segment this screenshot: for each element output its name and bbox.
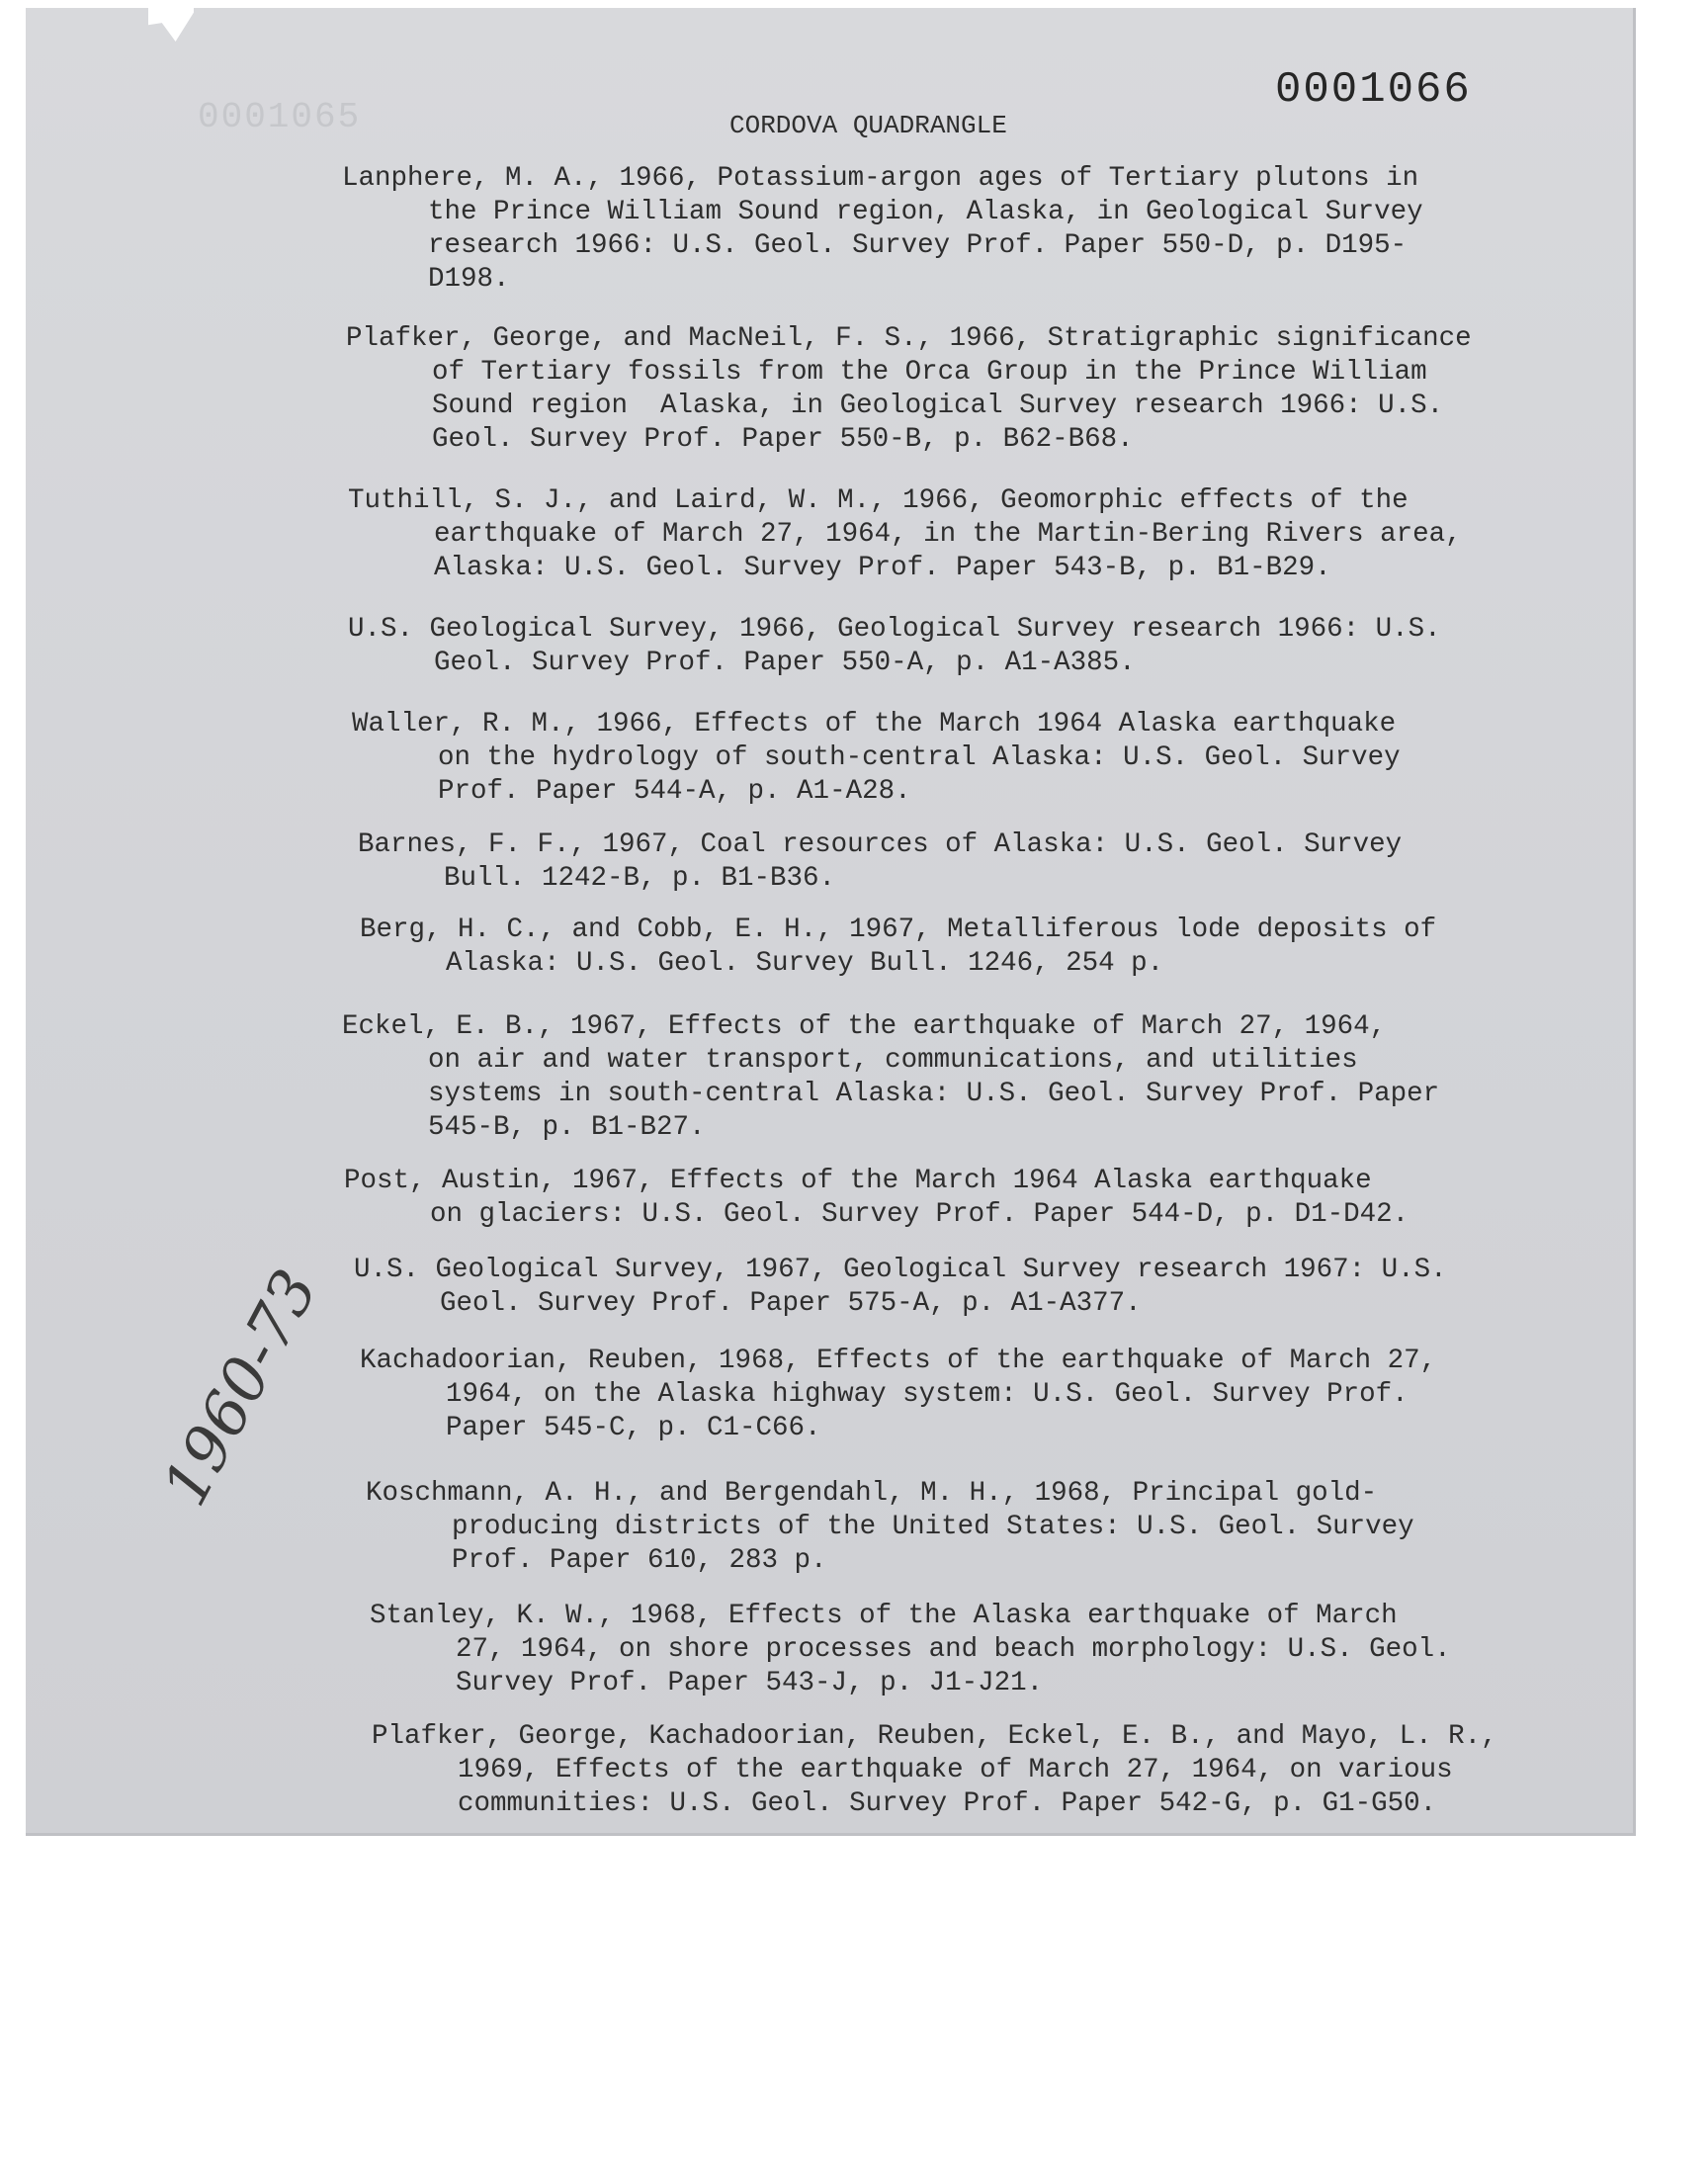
- reference-line: research 1966: U.S. Geol. Survey Prof. Paper 550-D, p. D195-: [428, 230, 1408, 261]
- reference-line: on the hydrology of south-central Alaska: U.S. Geol. Survey: [438, 742, 1401, 773]
- reference-entry: [358, 828, 1402, 896]
- reference-entry: [366, 1477, 1414, 1578]
- reference-entry: [372, 1720, 1497, 1821]
- reference-line: the Prince William Sound region, Alaska, in Geological Survey: [428, 197, 1423, 227]
- reference-line: on glaciers: U.S. Geol. Survey Prof. Paper 544-D, p. D1-D42.: [430, 1199, 1409, 1230]
- reference-entry: [352, 708, 1401, 809]
- reference-line: Lanphere, M. A., 1966, Potassium-argon ages of Tertiary plutons in: [342, 163, 1419, 194]
- reference-line: producing districts of the United States: U.S. Geol. Survey: [452, 1512, 1414, 1542]
- reference-entry: [360, 1345, 1436, 1445]
- reference-line: Plafker, George, and MacNeil, F. S., 1966, Stratigraphic significance: [346, 323, 1472, 354]
- reference-line: 1964, on the Alaska highway system: U.S. Geol. Survey Prof.: [446, 1379, 1409, 1410]
- reference-entry: [342, 1010, 1439, 1145]
- reference-line: Stanley, K. W., 1968, Effects of the Alaska earthquake of March: [370, 1601, 1398, 1631]
- handwritten-note: 1960-73: [148, 1258, 332, 1518]
- reference-line: Bull. 1242-B, p. B1-B36.: [444, 863, 836, 894]
- reference-entry: [342, 162, 1423, 297]
- reference-entry: [344, 1165, 1409, 1232]
- reference-line: 27, 1964, on shore processes and beach morphology: U.S. Geol.: [456, 1634, 1451, 1665]
- reference-entry: [370, 1600, 1451, 1700]
- reference-line: of Tertiary fossils from the Orca Group in the Prince William: [432, 357, 1427, 388]
- reference-line: Geol. Survey Prof. Paper 550-A, p. A1-A385.: [434, 648, 1136, 678]
- reference-line: Prof. Paper 610, 283 p.: [452, 1545, 827, 1576]
- page-title: CORDOVA QUADRANGLE: [729, 111, 1007, 140]
- faint-bleedthrough-number: 0001065: [198, 97, 362, 137]
- reference-line: Barnes, F. F., 1967, Coal resources of Alaska: U.S. Geol. Survey: [358, 829, 1403, 860]
- reference-line: on air and water transport, communications, and utilities: [428, 1045, 1358, 1076]
- reference-entry: [348, 613, 1441, 680]
- reference-line: Plafker, George, Kachadoorian, Reuben, Eckel, E. B., and Mayo, L. R.,: [372, 1721, 1497, 1752]
- reference-line: Paper 545-C, p. C1-C66.: [446, 1413, 821, 1443]
- reference-entry: [348, 484, 1462, 585]
- reference-line: Geol. Survey Prof. Paper 550-B, p. B62-B68.: [432, 424, 1134, 455]
- reference-line: Eckel, E. B., 1967, Effects of the earthquake of March 27, 1964,: [342, 1011, 1387, 1042]
- reference-line: Geol. Survey Prof. Paper 575-A, p. A1-A377.: [440, 1288, 1142, 1319]
- reference-line: Tuthill, S. J., and Laird, W. M., 1966, Geomorphic effects of the: [348, 485, 1409, 516]
- reference-line: U.S. Geological Survey, 1967, Geological Survey research 1967: U.S.: [354, 1255, 1447, 1285]
- reference-line: Berg, H. C., and Cobb, E. H., 1967, Metalliferous lode deposits of: [360, 914, 1437, 945]
- reference-line: Alaska: U.S. Geol. Survey Bull. 1246, 254 p.: [446, 948, 1164, 979]
- reference-line: Prof. Paper 544-A, p. A1-A28.: [438, 776, 911, 807]
- reference-line: Koschmann, A. H., and Bergendahl, M. H., 1968, Principal gold-: [366, 1478, 1378, 1509]
- reference-line: Alaska: U.S. Geol. Survey Prof. Paper 543-B, p. B1-B29.: [434, 553, 1331, 583]
- reference-line: Survey Prof. Paper 543-J, p. J1-J21.: [456, 1668, 1044, 1698]
- reference-line: Waller, R. M., 1966, Effects of the March 1964 Alaska earthquake: [352, 709, 1397, 740]
- reference-line: 545-B, p. B1-B27.: [428, 1112, 706, 1143]
- reference-line: U.S. Geological Survey, 1966, Geological Survey research 1966: U.S.: [348, 614, 1441, 645]
- reference-line: 1969, Effects of the earthquake of March 27, 1964, on various: [458, 1755, 1453, 1785]
- reference-line: Kachadoorian, Reuben, 1968, Effects of the earthquake of March 27,: [360, 1346, 1437, 1376]
- reference-line: earthquake of March 27, 1964, in the Martin-Bering Rivers area,: [434, 519, 1462, 550]
- document-number: 0001066: [1275, 65, 1472, 115]
- reference-line: communities: U.S. Geol. Survey Prof. Paper 542-G, p. G1-G50.: [458, 1788, 1437, 1819]
- reference-entry: [354, 1254, 1447, 1321]
- reference-line: systems in south-central Alaska: U.S. Geol. Survey Prof. Paper: [428, 1079, 1440, 1109]
- reference-line: D198.: [428, 264, 510, 295]
- reference-line: Post, Austin, 1967, Effects of the March 1964 Alaska earthquake: [344, 1166, 1372, 1196]
- reference-entry: [360, 914, 1436, 981]
- reference-line: Sound region Alaska, in Geological Survey research 1966: U.S.: [432, 391, 1444, 421]
- reference-entry: [346, 322, 1472, 457]
